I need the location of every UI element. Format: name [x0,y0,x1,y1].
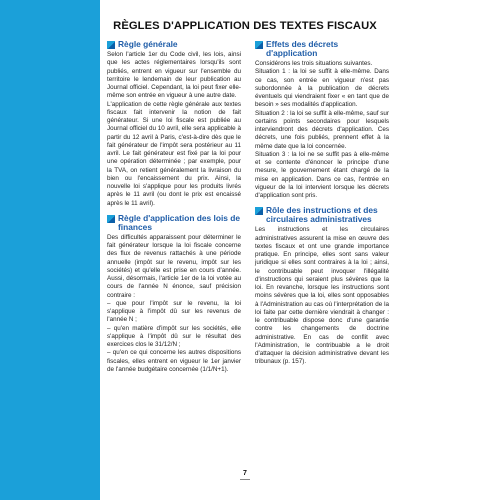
left-column [107,40,241,374]
paragraph: L'application de cette règle générale aux textes fiscaux fait intervenir la notion de fait générateur. Si une loi fiscale est publiée au Journal officiel du 10 avril, elle sera applicable à partir du 12 avril à Paris, c'est-à-dire dès que le fait générateur de l'impôt sera postérieur au 11 avril. Le fait générateur est fixé par la loi pour une opération déterminée ; par exemple, pour la TVA, on retient généralement la livraison du bien ou l'encaissement du prix. Ainsi, la nouvelle loi s'applique pour les produits livrés après le 11 avril (ou dont le prix est encaissé après le 11 avril). [107,100,241,207]
section-heading-text: Effets des décrets d'application [266,39,339,58]
square-bullet-icon [107,215,115,223]
paragraph: Des difficultés apparaissent pour déterminer le fait générateur lorsque la loi fiscale concerne des flux de revenus rattachés à une période annuelle (impôt sur le revenu, impôt sur les sociétés) et qu'elle est prise en cours d'année. Aussi, désormais, l'article 1er de la loi votée au cours de l'année N énonce, sauf précision contraire : [107,233,241,299]
square-bullet-icon [107,41,115,49]
paragraph: Situation 1 : la loi se suffit à elle-même. Dans ce cas, son entrée en vigueur n'est pas subordonnée à la publication de décrets éventuels qui viendraient fixer « en tant que de besoin » ses modalités d'application. [255,68,389,109]
section-heading [255,206,389,224]
paragraph: Situation 2 : la loi se suffit à elle-même, sauf sur certains points secondaires pour lesquels interviendront des décrets d'application. Ces décrets, une fois publiés, prennent effet à la même date que la loi concernée. [255,109,389,150]
list-item: – que pour l'impôt sur le revenu, la loi s'applique à l'impôt dû sur les revenus de l'année N ; [107,299,241,324]
section-regle-generale [107,40,241,208]
section-heading-text: Règle d'application des lois de finances [118,212,241,232]
section-heading [107,214,241,232]
right-column [255,40,389,367]
page-number-rule [240,479,250,480]
list-item: – qu'en ce qui concerne les autres dispositions fiscales, elles entrent en vigueur le 1er janvier de l'année budgétaire concernée (1/1/N+1). [107,349,241,373]
paragraph: Considérons les trois situations suivantes. [255,60,373,67]
section-lois-de-finances [107,214,241,374]
paragraph: Situation 3 : la loi ne se suffit pas à elle-même et se contente d'énoncer le principe d'une mesure, le gouvernement étant chargé de la mise en application. Dans ce cas, l'entrée en vigueur de la loi intervient lorsque les décrets d'application sont pris. [255,150,389,199]
section-effets-decrets [255,40,389,200]
paragraph: Selon l'article 1er du Code civil, les lois, ainsi que les actes réglementaires lorsqu'ils sont publiés, entrent en vigueur sur l'ensemble du territoire le lendemain de leur publication au Journal officiel. Cependant, la loi peut fixer elle-même son entrée en vigueur à une autre date. [107,51,241,100]
square-bullet-icon [255,207,263,215]
list-item: – qu'en matière d'impôt sur les sociétés, elle s'applique à l'impôt dû sur le résultat des exercices clos le 31/12/N ; [107,324,241,348]
section-heading-text: Règle générale [118,39,178,49]
page-title: RÈGLES D'APPLICATION DES TEXTES FISCAUX [113,20,377,32]
section-heading [255,40,389,58]
right-margin [390,0,500,500]
section-role-instructions [255,206,389,366]
square-bullet-icon [255,41,263,49]
page-number: 7 [243,470,247,477]
left-blue-margin [0,0,100,500]
paragraph: Les instructions et les circulaires administratives assurent la mise en œuvre des textes fiscaux et ont une grande importance pratique. En principe, elles sont sans valeur juridique si elles sont contraires à la loi ; ainsi, le contribuable peut invoquer l'illégalité d'instructions qui seraient plus sévères que la loi. En revanche, lorsque les instructions sont moins sévères que la loi, elles sont opposables à l'Administration au cas où l'interprétation de la loi faite par cette dernière viendrait à changer : le contribuable dispose donc d'une garantie contre les changements de doctrine administrative. En cas de conflit avec l'Administration, le contribuable a le droit d'attaquer la décision administrative devant les tribunaux (p. 157). [255,226,389,366]
section-heading [107,40,241,49]
section-heading-text: Rôle des instructions et des circulaires administratives [266,205,378,225]
